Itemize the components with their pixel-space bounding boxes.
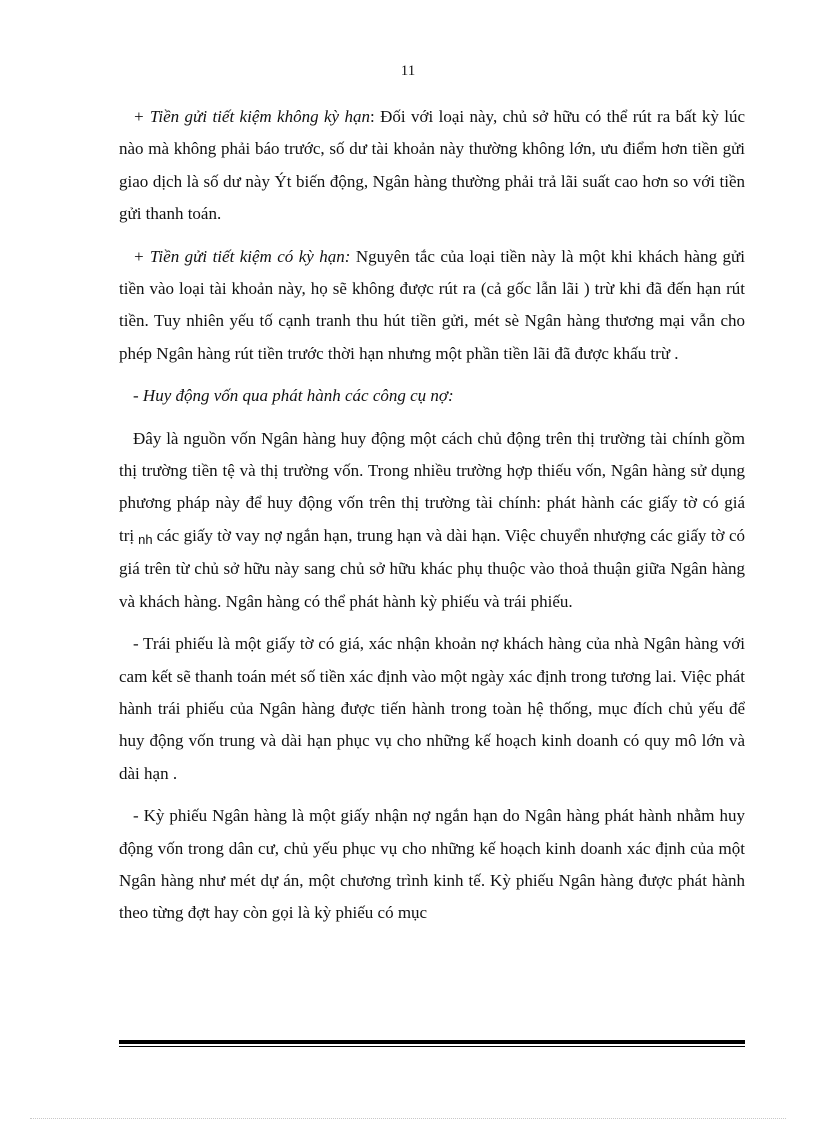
paragraph-lead-italic: + Tiền gửi tiết kiệm có kỳ hạn: <box>133 246 351 266</box>
paragraph-debt-instruments <box>119 423 745 618</box>
paragraph-demand-savings <box>119 101 745 231</box>
paragraph-lead-italic: + Tiền gửi tiết kiệm không kỳ hạn <box>133 107 370 126</box>
footer-rule-thick <box>119 1040 745 1044</box>
paragraph-bonds: - Trái phiếu là một giấy tờ có giá, xác nhận khoản nợ khách hàng của nhà Ngân hàng với cam kết sẽ thanh toán mét số tiền xác định vào một ngày xác định trong tương lai. Việc phát hành trái phiếu của Ngân hàng được tiến hành trong toàn hệ thống, mục đích chủ yếu để huy động vốn trung và dài hạn phục vụ cho những kế hoạch kinh doanh có quy mô lớn và dài hạn . <box>119 634 745 783</box>
paragraph-promissory-notes: - Kỳ phiếu Ngân hàng là một giấy nhận nợ ngắn hạn do Ngân hàng phát hành nhằm huy động vốn trong dân cư, chủ yếu phục vụ cho những kế hoạch kinh doanh xác định của một Ngân hàng như mét dự án, một chương trình kinh tế. Kỳ phiếu Ngân hàng được phát hành theo từng đợt hay còn gọi là kỳ phiếu có mục <box>119 806 745 923</box>
page-number: 11 <box>400 63 416 79</box>
document-body <box>119 101 745 940</box>
paragraph-text: Nguyên tắc của loại tiền này là một khi khách hàng gửi tiền vào loại tài khoản này, họ sẽ không được rút ra (cả gốc lẫn lãi ) trừ khi đã đến hạn rút tiền. Tuy nhiên yếu tố cạnh tranh thu hút tiền gửi, mét sè Ngân hàng thương mại vẫn cho phép Ngân hàng rút tiền trước thời hạn nhưng một phần tiền lãi đã được khấu trừ . <box>119 246 745 363</box>
paragraph-term-savings <box>119 241 745 371</box>
paragraph-text: Đây là nguồn vốn Ngân hàng huy động một cách chủ động trên thị trường tài chính gồm thị trường tiền tệ và thị trường vốn. Trong nhiều trường hợp thiếu vốn, Ngân hàng sử dụng phương pháp này để huy động vốn trên thị trường tài chính: phát hành các giấy tờ có giá trị <box>119 428 745 545</box>
section-heading-debt-instruments: - Huy động vốn qua phát hành các công cụ nợ: <box>133 386 454 406</box>
page-bottom-dotted-border <box>30 1118 786 1119</box>
paragraph-text: các giấy tờ vay nợ ngắn hạn, trung hạn và dài hạn. Việc chuyển nhượng các giấy tờ có giá trên từ chủ sở hữu này sang chủ sở hữu khác phụ thuộc vào thoả thuận giữa Ngân hàng và khách hàng. Ngân hàng có thể phát hành kỳ phiếu và trái phiếu. <box>119 525 745 611</box>
inline-small-text: nh <box>138 531 153 547</box>
paragraph-text: : Đối với loại này, chủ sở hữu có thể rút ra bất kỳ lúc nào mà không phải báo trước, số dư tài khoản này thường không lớn, ưu điểm hơn tiền gửi giao dịch là số dư này Ýt biến động, Ngân hàng thường phải trả lãi suất cao hơn so với tiền gửi thanh toán. <box>119 107 745 224</box>
footer-rule-thin <box>119 1046 745 1047</box>
